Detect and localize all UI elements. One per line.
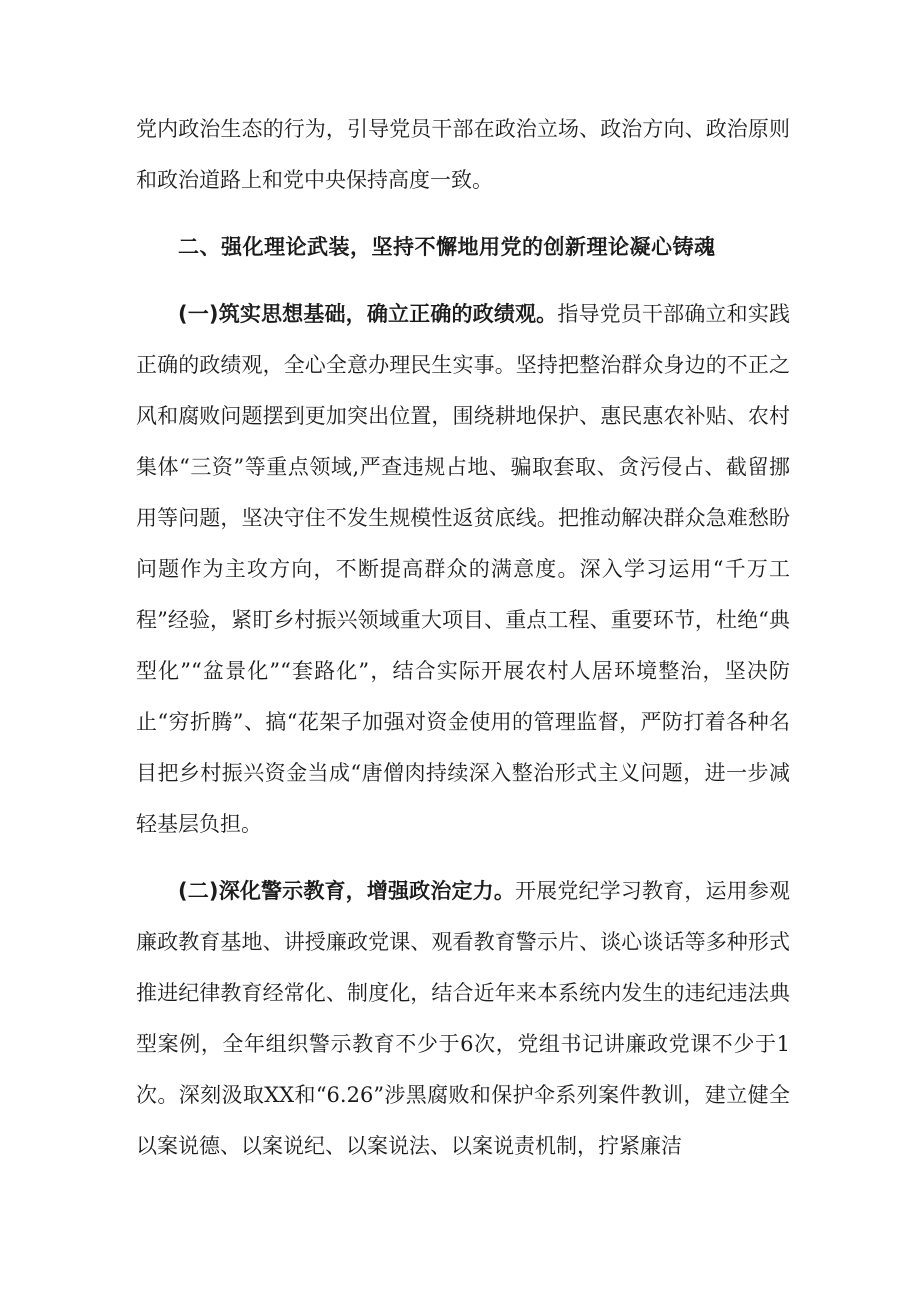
section-heading — [136, 206, 790, 289]
intro-paragraph-text: 党内政治生态的行为，引导党员干部在政治立场、政治方向、政治原则和政治道路上和党中央保持高度一致。 — [136, 117, 790, 192]
item-two-title: (二)深化警示教育，增强政治定力。 — [178, 879, 516, 903]
intro-paragraph — [136, 104, 790, 206]
item-two-body: 开展党纪学习教育，运用参观廉政教育基地、讲授廉政党课、观看教育警示片、谈心谈话等多种形式推进纪律教育经常化、制度化，结合近年来本系统内发生的违纪违法典型案例，全年组织警示教育不少于6次，党组书记讲廉政党课不少于1次。深刻汲取XX和“6.26”涉黑腐败和保护伞系列案件教训，建立健全以案说德、以案说纪、以案说法、以案说责机制，拧紧廉洁 — [136, 879, 790, 1158]
item-one-title: (一)筑实思想基础，确立正确的政绩观。 — [178, 302, 558, 326]
document-body — [136, 104, 790, 1172]
item-one-paragraph — [136, 289, 790, 850]
item-two-paragraph — [136, 866, 790, 1172]
section-heading-text: 二、强化理论武装，坚持不懈地用党的创新理论凝心铸魂 — [178, 235, 716, 259]
paragraph-spacer — [136, 850, 790, 866]
item-one-body: 指导党员干部确立和实践正确的政绩观，全心全意办理民生实事。坚持把整治群众身边的不正之风和腐败问题摆到更加突出位置，围绕耕地保护、惠民惠农补贴、农村集体“三资”等重点领域,严查违规占地、骗取套取、贪污侵占、截留挪用等问题，坚决守住不发生规模性返贫底线。把推动解决群众急难愁盼问题作为主攻方向，不断提高群众的满意度。深入学习运用“千万工程”经验，紧盯乡村振兴领域重大项目、重点工程、重要环节，杜绝“典型化”“盆景化”“套路化”，结合实际开展农村人居环境整治，坚决防止“穷折腾”、搞“花架子加强对资金使用的管理监督，严防打着各种名目把乡村振兴资金当成“唐僧肉持续深入整治形式主义问题，进一步减轻基层负担。 — [136, 302, 790, 836]
